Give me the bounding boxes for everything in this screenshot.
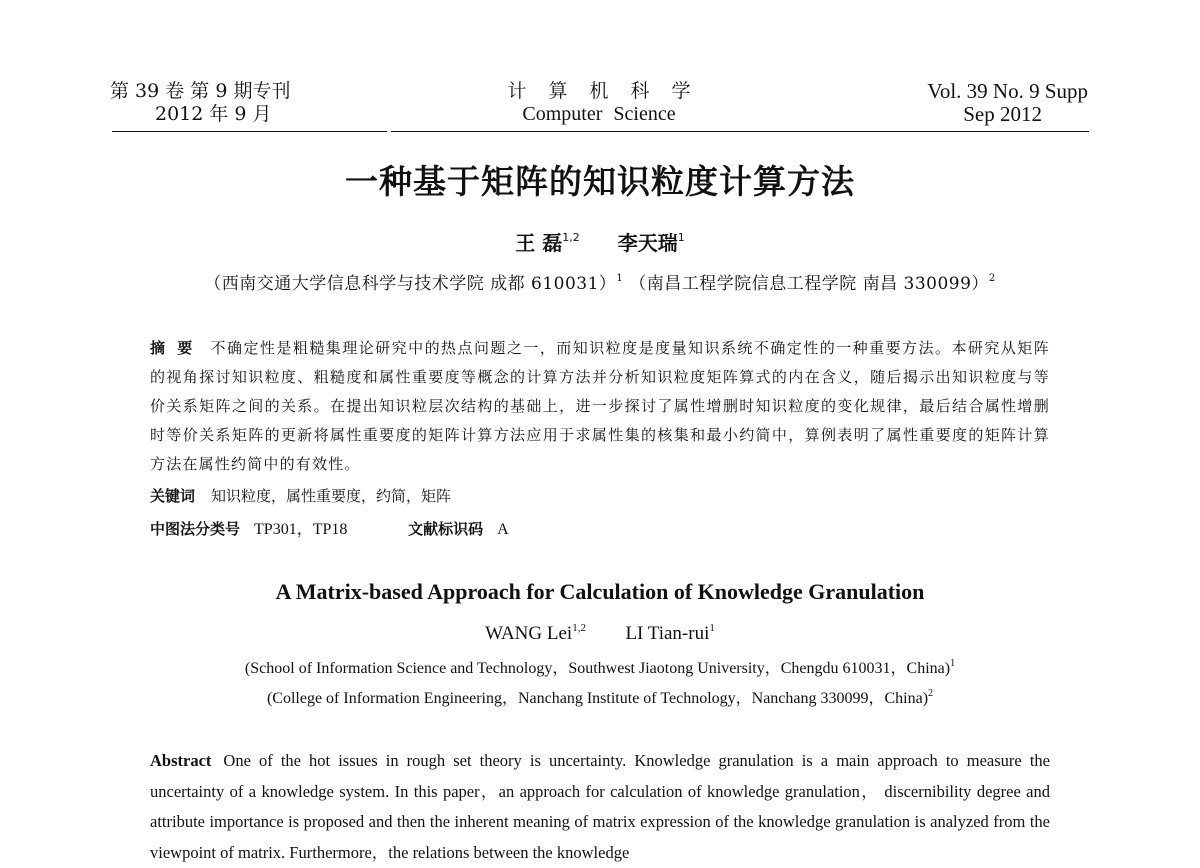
author-name: 王 磊 (515, 231, 563, 255)
volume-issue: 第 39 卷 第 9 期专刊 (110, 80, 291, 102)
paper-title-en: A Matrix-based Approach for Calculation of Knowledge Granulation (275, 579, 925, 604)
abstract-cn (150, 334, 1050, 479)
abstract-cn-text: 不确定性是粗糙集理论研究中的热点问题之一，而知识粒度是度量知识系统不确定性的一种重要方法。本研究从矩阵的视角探讨知识粒度、粗糙度和属性重要度等概念的计算方法并分析知识粒度矩阵算式的内在含义，随后揭示出知识粒度与等价关系矩阵之间的关系。在提出知识粒层次结构的基础上，进一步探讨了属性增删时知识粒度的变化规律，最后结合属性增删时等价关系矩阵的更新将属性重要度的矩阵计算方法应用于求属性集的核集和最小约简中，算例表明了属性重要度的矩阵计算方法在属性约简中的有效性。 (150, 339, 1050, 473)
author-name-en: WANG Lei (485, 623, 573, 644)
keywords-label: 关键词 (150, 487, 196, 505)
affiliation-en-mark: 1 (950, 658, 956, 669)
affiliations-cn (0, 269, 1200, 294)
affiliation-en-1 (0, 655, 1200, 678)
doc-code-label: 文献标识码 (408, 520, 484, 538)
author-name-en: LI Tian-rui (625, 623, 710, 644)
affiliation-mark: 2 (988, 273, 996, 284)
affiliation: （西南交通大学信息科学与技术学院 成都 610031） (204, 274, 617, 294)
header-rule-left (112, 131, 387, 132)
journal-header (110, 80, 1088, 130)
keywords-cn (150, 485, 451, 506)
issue-info-en (927, 80, 1088, 126)
doc-code-value: A (497, 521, 509, 538)
journal-name-en: Computer Science (522, 103, 676, 125)
affiliation-en-text: (College of Information Engineering，Nanchang Institute of Technology，Nanchang 330099，China) (266, 690, 929, 707)
affiliation-en-mark: 2 (928, 688, 934, 699)
author-affil-mark-en: 1,2 (572, 622, 586, 634)
affiliation-en-text: (School of Information Science and Technology，Southwest Jiaotong University，Chengdu 610031，China) (244, 660, 951, 677)
issue-date-en: Sep 2012 (963, 102, 1042, 126)
header-rule-right (391, 131, 1089, 132)
authors-en (0, 622, 1200, 645)
issue-date: 2012 年 9 月 (155, 103, 272, 125)
journal-name-cn: 计算机科学 (507, 80, 713, 102)
affiliation-en-2 (0, 685, 1200, 708)
abstract-cn-label: 摘要 (150, 339, 205, 357)
author-affil-mark-en: 1 (709, 622, 715, 634)
classification-line (150, 516, 509, 539)
paper-title-cn: 一种基于矩阵的知识粒度计算方法 (345, 162, 855, 201)
affiliation-mark: 1 (616, 273, 624, 284)
clc-label: 中图法分类号 (150, 520, 241, 538)
author-affil-mark: 1 (677, 231, 685, 244)
abstract-en-text: One of the hot issues in rough set theory is uncertainty. Knowledge granulation is a main approach to measure the uncertainty of a knowledge system. In this paper，an approach for calculation of knowledge granulation， discernibility degree and attribute importance is proposed and then the inherent meaning of matrix expression of the knowledge granulation is analyzed from the viewpoint of matrix. Furthermore，the relations between the knowledge (150, 751, 1050, 862)
volume-issue-en: Vol. 39 No. 9 Supp (927, 79, 1088, 103)
keywords-text: 知识粒度，属性重要度，约简，矩阵 (211, 487, 452, 505)
clc-value: TP301，TP18 (254, 521, 348, 538)
author-name: 李天瑞 (617, 231, 678, 255)
affiliation: （南昌工程学院信息工程学院 南昌 330099） (629, 274, 989, 294)
author-affil-mark: 1,2 (562, 231, 580, 244)
authors-cn (0, 227, 1200, 256)
abstract-en (150, 746, 1050, 868)
abstract-en-label: Abstract (150, 751, 212, 770)
